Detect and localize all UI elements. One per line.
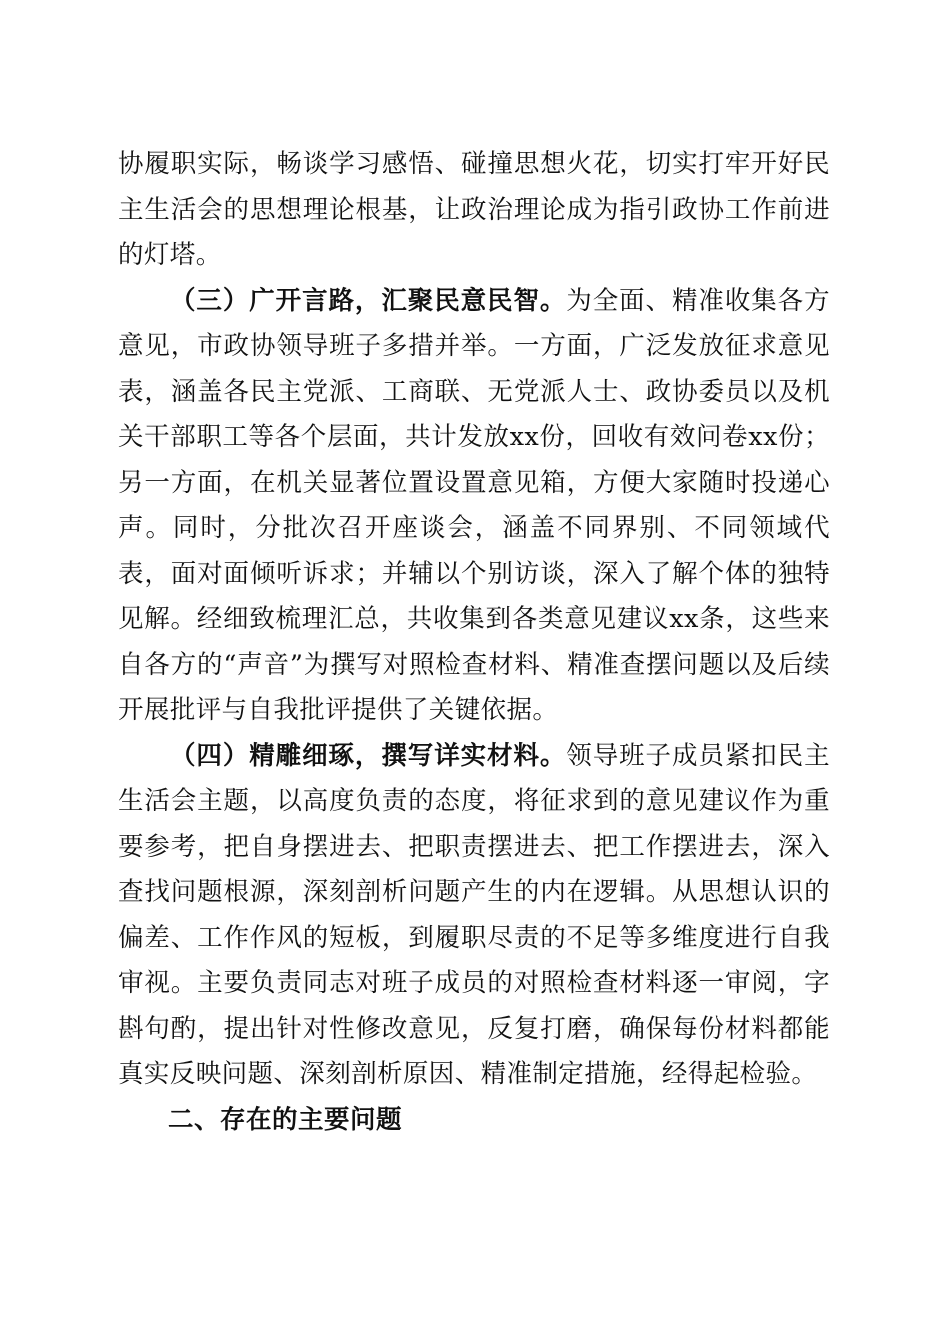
paragraph-body: 协履职实际，畅谈学习感悟、碰撞思想火花，切实打牢开好民主生活会的思想理论根基，让政治理论成为指引政协工作前进的灯塔。 xyxy=(118,149,830,270)
section-heading: 二、存在的主要问题 xyxy=(168,1104,403,1135)
paragraph-continuation xyxy=(118,142,830,279)
paragraph-section-3 xyxy=(118,279,830,734)
paragraph-lead-heading: （四）精雕细琢，撰写详实材料。 xyxy=(170,740,567,771)
paragraph-lead-heading: （三）广开言路，汇聚民意民智。 xyxy=(170,285,567,316)
paragraph-body: 领导班子成员紧扣民主生活会主题，以高度负责的态度，将征求到的意见建议作为重要参考，把自身摆进去、把职责摆进去、把工作摆进去，深入查找问题根源，深刻剖析问题产生的内在逻辑。从思想认识的偏差、工作作风的短板，到履职尽责的不足等多维度进行自我审视。主要负责同志对班子成员的对照检查材料逐一审阅，字斟句酌，提出针对性修改意见，反复打磨，确保每份材料都能真实反映问题、深刻剖析原因、精准制定措施，经得起检验。 xyxy=(118,740,830,1089)
document-body xyxy=(118,142,830,1143)
paragraph-body: 为全面、精准收集各方意见，市政协领导班子多措并举。一方面，广泛发放征求意见表，涵盖各民主党派、工商联、无党派人士、政协委员以及机关干部职工等各个层面，共计发放xx份，回收有效问卷xx份；另一方面，在机关显著位置设置意见箱，方便大家随时投递心声。同时，分批次召开座谈会，涵盖不同界别、不同领域代表，面对面倾听诉求；并辅以个别访谈，深入了解个体的独特见解。经细致梳理汇总，共收集到各类意见建议xx条，这些来自各方的“声音”为撰写对照检查材料、精准查摆问题以及后续开展批评与自我批评提供了关键依据。 xyxy=(118,285,830,725)
paragraph-section-4 xyxy=(118,734,830,1098)
